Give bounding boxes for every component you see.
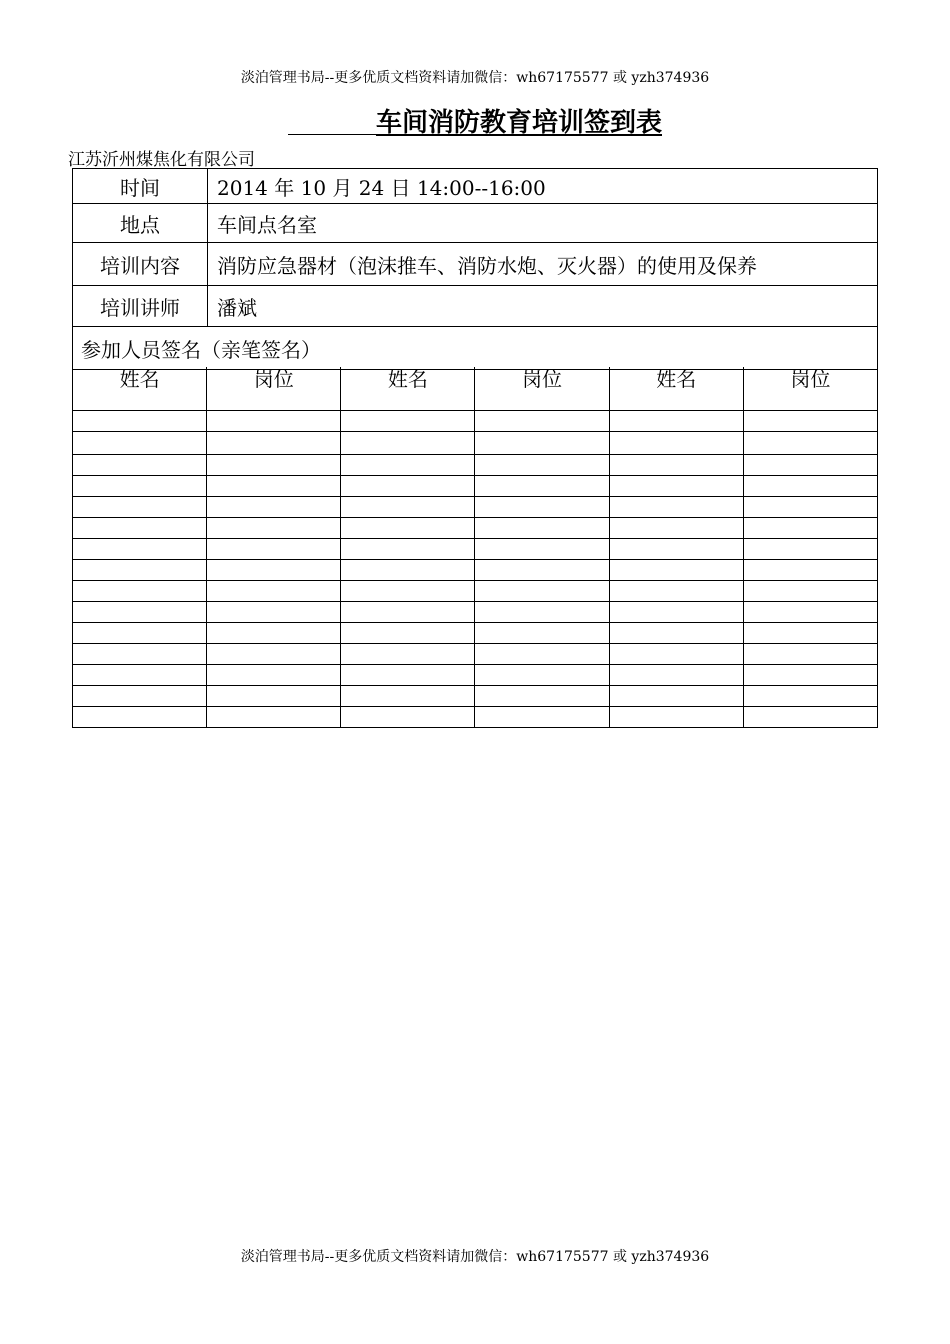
trainer-label: 培训讲师 (73, 286, 208, 327)
signature-position-cell[interactable] (743, 686, 877, 707)
table-row (73, 581, 878, 602)
signature-position-cell[interactable] (475, 707, 609, 728)
signature-position-cell[interactable] (475, 686, 609, 707)
signature-position-cell[interactable] (743, 581, 877, 602)
content-label: 培训内容 (73, 243, 208, 286)
signature-position-cell[interactable] (475, 644, 609, 665)
table-row (73, 432, 878, 455)
signature-name-cell[interactable] (73, 455, 207, 476)
signature-position-cell[interactable] (207, 497, 341, 518)
signature-name-cell[interactable] (73, 623, 207, 644)
info-table (72, 168, 878, 370)
signature-name-cell[interactable] (609, 581, 743, 602)
signature-name-cell[interactable] (609, 518, 743, 539)
trainer-row (73, 286, 878, 327)
signature-name-cell[interactable] (341, 518, 475, 539)
signature-name-cell[interactable] (341, 581, 475, 602)
signature-name-cell[interactable] (341, 432, 475, 455)
signature-position-cell[interactable] (475, 455, 609, 476)
signature-position-cell[interactable] (207, 686, 341, 707)
signature-name-cell[interactable] (341, 665, 475, 686)
signature-position-cell[interactable] (743, 707, 877, 728)
signature-position-cell[interactable] (743, 539, 877, 560)
signature-name-cell[interactable] (73, 411, 207, 432)
signature-name-cell[interactable] (73, 644, 207, 665)
sign-table-body (73, 411, 878, 728)
place-value: 车间点名室 (208, 204, 878, 243)
signature-name-cell[interactable] (609, 644, 743, 665)
title-blank-underline (288, 108, 376, 135)
trainer-value: 潘斌 (208, 286, 878, 327)
signature-position-cell[interactable] (475, 665, 609, 686)
company-name: 江苏沂州煤焦化有限公司 (68, 150, 255, 170)
signature-position-cell[interactable] (207, 581, 341, 602)
signature-position-cell[interactable] (475, 560, 609, 581)
signature-name-cell[interactable] (341, 497, 475, 518)
time-value: 2014 年 10 月 24 日 14:00--16:00 (208, 169, 878, 204)
table-row (73, 518, 878, 539)
place-label: 地点 (73, 204, 208, 243)
signature-name-cell[interactable] (341, 623, 475, 644)
table-row (73, 707, 878, 728)
sign-table (72, 367, 878, 728)
signature-position-cell[interactable] (207, 455, 341, 476)
sign-table-header-row (73, 367, 878, 411)
signature-name-cell[interactable] (73, 581, 207, 602)
table-row (73, 455, 878, 476)
signature-name-cell[interactable] (609, 476, 743, 497)
signature-position-cell[interactable] (207, 518, 341, 539)
col-header-position-3: 岗位 (743, 367, 877, 411)
signature-name-cell[interactable] (73, 560, 207, 581)
signature-name-cell[interactable] (73, 518, 207, 539)
signature-name-cell[interactable] (341, 539, 475, 560)
content-value: 消防应急器材（泡沫推车、消防水炮、灭火器）的使用及保养 (208, 243, 878, 286)
signature-name-cell[interactable] (73, 707, 207, 728)
signature-name-cell[interactable] (609, 432, 743, 455)
signature-position-cell[interactable] (207, 602, 341, 623)
signature-position-cell[interactable] (743, 560, 877, 581)
table-row (73, 623, 878, 644)
table-row (73, 411, 878, 432)
signature-name-cell[interactable] (341, 707, 475, 728)
time-row (73, 169, 878, 204)
place-row (73, 204, 878, 243)
signature-position-cell[interactable] (743, 432, 877, 455)
signature-name-cell[interactable] (341, 602, 475, 623)
signature-name-cell[interactable] (609, 539, 743, 560)
signature-position-cell[interactable] (743, 644, 877, 665)
table-row (73, 686, 878, 707)
signature-position-cell[interactable] (207, 644, 341, 665)
col-header-position-1: 岗位 (207, 367, 341, 411)
col-header-name-2: 姓名 (341, 367, 475, 411)
header-note: 淡泊管理书局--更多优质文档资料请加微信：wh67175577 或 yzh374936 (240, 70, 710, 86)
signature-name-cell[interactable] (609, 707, 743, 728)
col-header-position-2: 岗位 (475, 367, 609, 411)
signature-name-cell[interactable] (73, 539, 207, 560)
signature-position-cell[interactable] (475, 581, 609, 602)
signature-name-cell[interactable] (341, 560, 475, 581)
signature-name-cell[interactable] (73, 497, 207, 518)
signature-position-cell[interactable] (475, 476, 609, 497)
signature-name-cell[interactable] (609, 411, 743, 432)
signature-name-cell[interactable] (341, 476, 475, 497)
signature-name-cell[interactable] (73, 665, 207, 686)
signature-position-cell[interactable] (743, 455, 877, 476)
time-label: 时间 (73, 169, 208, 204)
signature-name-cell[interactable] (609, 602, 743, 623)
signature-position-cell[interactable] (475, 497, 609, 518)
col-header-name-1: 姓名 (73, 367, 207, 411)
signature-position-cell[interactable] (743, 602, 877, 623)
table-row (73, 665, 878, 686)
footer-note: 淡泊管理书局--更多优质文档资料请加微信：wh67175577 或 yzh374936 (240, 1249, 710, 1265)
signature-name-cell[interactable] (73, 686, 207, 707)
table-row (73, 560, 878, 581)
table-row (73, 476, 878, 497)
signature-position-cell[interactable] (475, 623, 609, 644)
signature-position-cell[interactable] (207, 411, 341, 432)
signature-position-cell[interactable] (207, 665, 341, 686)
signature-position-cell[interactable] (207, 539, 341, 560)
table-row (73, 602, 878, 623)
signature-name-cell[interactable] (73, 476, 207, 497)
signature-position-cell[interactable] (207, 623, 341, 644)
attendees-row (73, 327, 878, 370)
signature-name-cell[interactable] (341, 455, 475, 476)
signature-name-cell[interactable] (341, 411, 475, 432)
signature-position-cell[interactable] (475, 518, 609, 539)
table-row (73, 644, 878, 665)
signature-position-cell[interactable] (207, 476, 341, 497)
signature-position-cell[interactable] (475, 411, 609, 432)
signature-name-cell[interactable] (609, 560, 743, 581)
signature-position-cell[interactable] (743, 476, 877, 497)
title-text: 车间消防教育培训签到表 (375, 108, 662, 138)
table-row (73, 539, 878, 560)
col-header-name-3: 姓名 (609, 367, 743, 411)
content-row (73, 243, 878, 286)
signature-position-cell[interactable] (207, 707, 341, 728)
signature-position-cell[interactable] (475, 602, 609, 623)
signature-position-cell[interactable] (743, 665, 877, 686)
signature-name-cell[interactable] (609, 686, 743, 707)
signature-name-cell[interactable] (73, 432, 207, 455)
signature-position-cell[interactable] (743, 623, 877, 644)
signature-position-cell[interactable] (743, 518, 877, 539)
signature-position-cell[interactable] (207, 560, 341, 581)
signature-position-cell[interactable] (743, 497, 877, 518)
table-row (73, 497, 878, 518)
signature-name-cell[interactable] (73, 602, 207, 623)
signature-position-cell[interactable] (207, 432, 341, 455)
signature-position-cell[interactable] (475, 539, 609, 560)
signature-position-cell[interactable] (743, 411, 877, 432)
signature-name-cell[interactable] (341, 644, 475, 665)
signature-name-cell[interactable] (609, 665, 743, 686)
signature-name-cell[interactable] (609, 455, 743, 476)
signature-name-cell[interactable] (609, 497, 743, 518)
page-title (0, 102, 950, 139)
signature-position-cell[interactable] (475, 432, 609, 455)
signature-name-cell[interactable] (609, 623, 743, 644)
signature-name-cell[interactable] (341, 686, 475, 707)
attendees-label: 参加人员签名（亲笔签名） (73, 327, 878, 370)
